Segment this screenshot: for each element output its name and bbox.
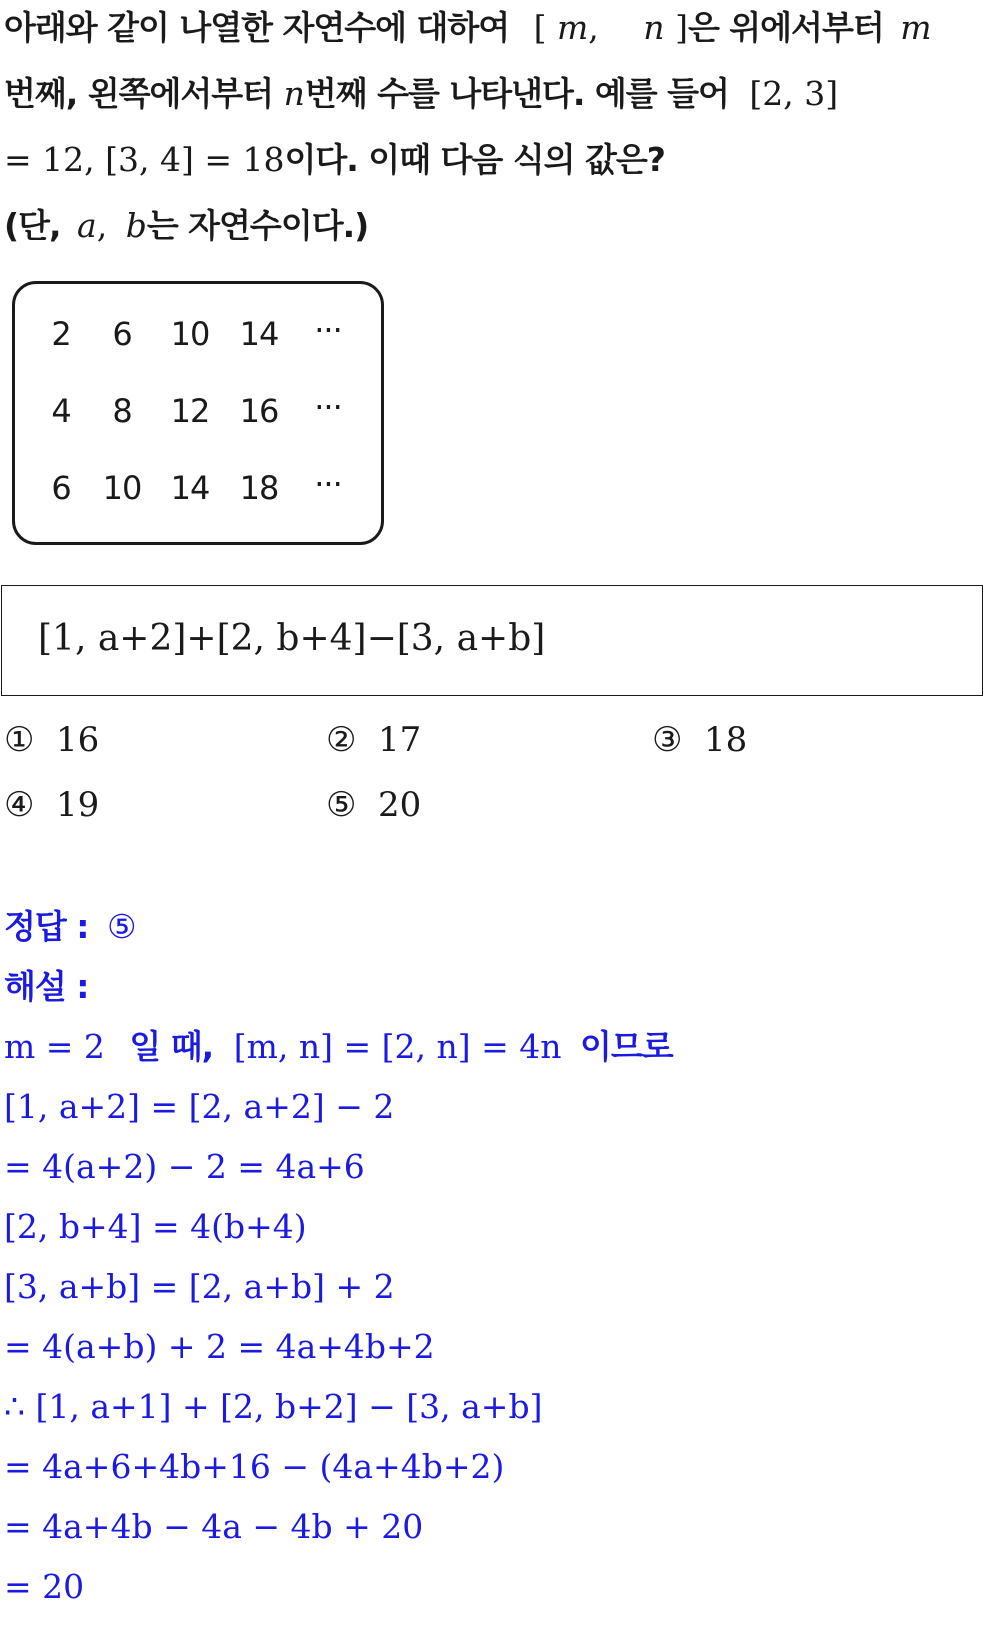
comma: , bbox=[588, 8, 599, 47]
expression-box bbox=[1, 585, 983, 696]
var-a: a bbox=[77, 206, 97, 245]
explanation-label: 해설 : bbox=[4, 967, 89, 1006]
step-text: 일 때, bbox=[129, 1027, 214, 1066]
ellipsis: ··· bbox=[314, 388, 342, 426]
choice-mark: ⑤ bbox=[326, 785, 357, 825]
question-text: 이다. 이때 다음 식의 값은? bbox=[284, 140, 665, 179]
example-math: = 12, [3, 4] = 18 bbox=[4, 140, 285, 179]
step-math: = 20 bbox=[4, 1567, 85, 1606]
step-math: = 4(a+2) − 2 = 4a+6 bbox=[4, 1147, 365, 1186]
choice-value: 18 bbox=[704, 720, 748, 760]
step-math: = 4a+4b − 4a − 4b + 20 bbox=[4, 1507, 424, 1546]
ellipsis: ··· bbox=[314, 465, 342, 503]
question-line-4 bbox=[4, 204, 368, 248]
explanation-label-line bbox=[4, 965, 88, 1009]
choice-mark: ① bbox=[4, 720, 35, 760]
grid-cell: 10 bbox=[102, 469, 142, 507]
choice-4[interactable] bbox=[4, 783, 99, 827]
var-m: m bbox=[557, 8, 589, 47]
solution-step bbox=[4, 1025, 673, 1069]
bracket-close: ] bbox=[675, 8, 688, 47]
question-line-3 bbox=[4, 138, 665, 182]
answer-value: ⑤ bbox=[106, 907, 137, 946]
solution-step bbox=[4, 1265, 395, 1309]
choice-mark: ② bbox=[326, 720, 357, 760]
choice-5[interactable] bbox=[326, 783, 421, 827]
solution-step bbox=[4, 1385, 542, 1429]
grid-cell: 4 bbox=[51, 392, 71, 430]
var-n: n bbox=[643, 8, 665, 47]
choice-3[interactable] bbox=[652, 718, 747, 762]
step-math: [1, a+2] = [2, a+2] − 2 bbox=[4, 1087, 395, 1126]
question-text: 아래와 같이 나열한 자연수에 대하여 bbox=[4, 8, 510, 47]
solution-step bbox=[4, 1145, 365, 1189]
grid-cell: 14 bbox=[170, 469, 210, 507]
grid-cell: 6 bbox=[112, 315, 132, 353]
step-math: ∴ [1, a+1] + [2, b+2] − [3, a+b] bbox=[4, 1387, 543, 1426]
choice-value: 19 bbox=[56, 785, 100, 825]
grid-cell: 8 bbox=[112, 392, 132, 430]
choice-2[interactable] bbox=[326, 718, 421, 762]
number-grid bbox=[12, 281, 384, 545]
step-math: m = 2 bbox=[4, 1027, 105, 1066]
question-text: 은 위에서부터 bbox=[687, 8, 884, 47]
answer-label: 정답 : bbox=[4, 907, 89, 946]
step-math: [3, a+b] = [2, a+b] + 2 bbox=[4, 1267, 395, 1306]
example-math: [2, 3] bbox=[749, 74, 839, 113]
var-n: n bbox=[283, 74, 305, 113]
condition-text: (단, bbox=[4, 206, 61, 245]
grid-cell: 6 bbox=[51, 469, 71, 507]
solution-step bbox=[4, 1325, 435, 1369]
solution-step bbox=[4, 1505, 423, 1549]
comma: , bbox=[96, 206, 108, 245]
choice-mark: ③ bbox=[652, 720, 683, 760]
var-m: m bbox=[900, 8, 932, 47]
choice-1[interactable] bbox=[4, 718, 99, 762]
var-b: b bbox=[125, 206, 147, 245]
grid-cell: 12 bbox=[170, 392, 210, 430]
step-math: [m, n] = [2, n] = 4n bbox=[233, 1027, 562, 1066]
step-text: 이므로 bbox=[579, 1027, 673, 1066]
solution-step bbox=[4, 1445, 504, 1489]
choice-value: 16 bbox=[56, 720, 100, 760]
grid-cell: 10 bbox=[170, 315, 210, 353]
grid-cell: 14 bbox=[239, 315, 279, 353]
question-text: 번째, 왼쪽에서부터 bbox=[4, 74, 274, 113]
solution-step bbox=[4, 1205, 307, 1249]
step-math: [2, b+4] = 4(b+4) bbox=[4, 1207, 307, 1246]
question-line-2 bbox=[4, 72, 838, 116]
condition-text: 는 자연수이다.) bbox=[146, 206, 369, 245]
question-line-1 bbox=[4, 6, 932, 50]
step-math: = 4(a+b) + 2 = 4a+4b+2 bbox=[4, 1327, 435, 1366]
step-math: = 4a+6+4b+16 − (4a+4b+2) bbox=[4, 1447, 505, 1486]
choice-mark: ④ bbox=[4, 785, 35, 825]
solution-step bbox=[4, 1565, 84, 1609]
grid-cell: 18 bbox=[239, 469, 279, 507]
grid-cell: 16 bbox=[239, 392, 279, 430]
choice-value: 20 bbox=[378, 785, 422, 825]
question-text: 번째 수를 나타낸다. 예를 들어 bbox=[304, 74, 729, 113]
solution-step bbox=[4, 1085, 394, 1129]
answer-line bbox=[4, 905, 137, 949]
grid-cell: 2 bbox=[51, 315, 71, 353]
bracket-open: [ bbox=[533, 8, 547, 47]
ellipsis: ··· bbox=[314, 311, 342, 349]
expression: [1, a+2]+[2, b+4]−[3, a+b] bbox=[38, 618, 546, 659]
choice-value: 17 bbox=[378, 720, 422, 760]
